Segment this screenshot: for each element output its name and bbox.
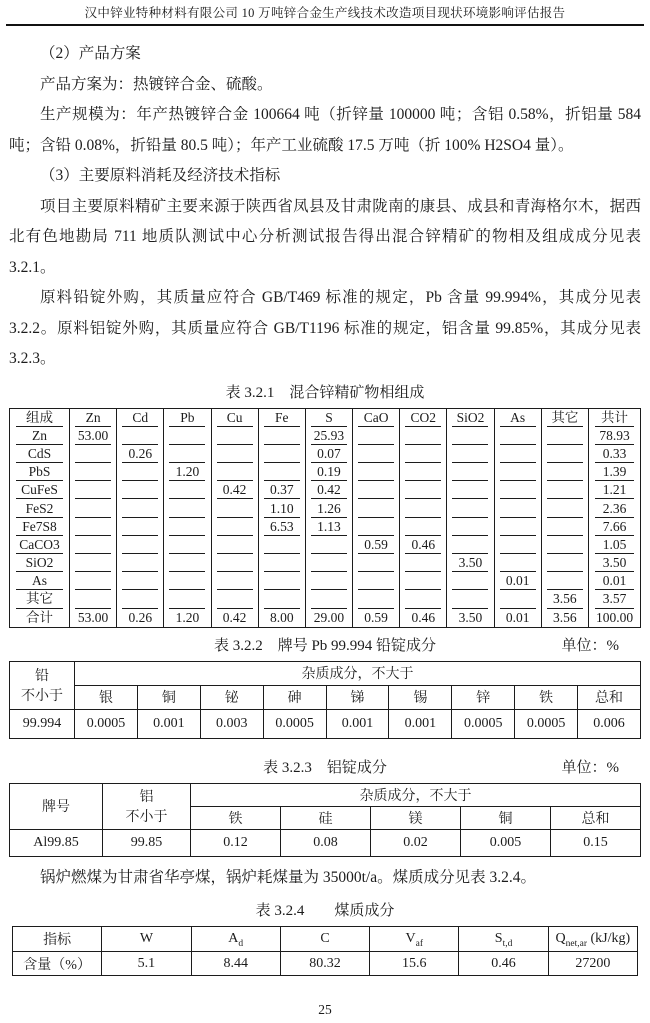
paragraph-scale: 生产规模为：年产热镀锌合金 100664 吨（折锌量 100000 吨；含铝 0.58%，折铝量 584 吨；含铅 0.08%，折铅量 80.5 吨）；年产工业硫酸 17.5 万吨（折 100% H2SO4 量）。 xyxy=(9,106,641,154)
table-cell xyxy=(494,518,541,536)
table-cell xyxy=(258,445,305,463)
table-row xyxy=(13,951,638,976)
table-cell: 铜 xyxy=(461,806,551,829)
table-cell: 0.26 xyxy=(117,609,164,628)
table-cell xyxy=(541,445,588,463)
table-cell: 砷 xyxy=(263,685,326,709)
table-cell: 80.32 xyxy=(280,951,369,976)
section-heading-materials: （3）主要原料消耗及经济技术指标 xyxy=(40,167,281,184)
table-cell: 0.003 xyxy=(200,709,263,738)
table-cell: CuFeS xyxy=(10,481,70,499)
table-cell: 0.0005 xyxy=(75,709,138,738)
table-cell xyxy=(400,463,447,481)
table-cell xyxy=(305,536,352,554)
table-cell: 2.36 xyxy=(589,499,641,517)
table-cell: 镁 xyxy=(371,806,461,829)
table-cell xyxy=(494,445,541,463)
table-cell: 硅 xyxy=(281,806,371,829)
table-row xyxy=(10,661,641,685)
table-cell xyxy=(400,481,447,499)
table-cell: 99.85 xyxy=(103,829,191,856)
table-cell xyxy=(258,554,305,572)
table-cell xyxy=(447,463,494,481)
section-heading-product-plan: （2）产品方案 xyxy=(40,45,141,62)
table-cell: FeS2 xyxy=(10,499,70,517)
table-cell: 0.42 xyxy=(211,481,258,499)
table-cell xyxy=(70,590,117,608)
paragraph-coal: 锅炉燃煤为甘肃省华亭煤，锅炉耗煤量为 35000t/a。煤质成分见表 3.2.4。 xyxy=(40,868,536,886)
table-cell: 0.07 xyxy=(305,445,352,463)
table-cell xyxy=(117,499,164,517)
table-cell: $A_d$ xyxy=(191,927,280,952)
table-cell: 5.1 xyxy=(102,951,191,976)
caption-text: 表 3.2.1 混合锌精矿物相组成 xyxy=(225,384,425,401)
table-cell: 0.33 xyxy=(589,445,641,463)
table-cell xyxy=(305,572,352,590)
table-cell xyxy=(447,572,494,590)
table-cell: 铁 xyxy=(515,685,578,709)
table-cell xyxy=(258,590,305,608)
table-cell: 0.15 xyxy=(551,829,641,856)
table-cell xyxy=(494,590,541,608)
table-cell xyxy=(117,572,164,590)
table-cell: Cd xyxy=(117,408,164,427)
table-cell: PbS xyxy=(10,463,70,481)
table-cell: S xyxy=(305,408,352,427)
table-cell xyxy=(70,499,117,517)
table-cell xyxy=(117,554,164,572)
table-cell xyxy=(211,499,258,517)
table-cell xyxy=(541,572,588,590)
table-cell xyxy=(211,554,258,572)
table-cell xyxy=(117,536,164,554)
table-cell: 3.50 xyxy=(447,554,494,572)
table-cell: 0.37 xyxy=(258,481,305,499)
table-cell xyxy=(211,518,258,536)
table-cell: 53.00 xyxy=(70,609,117,628)
table-cell: 7.66 xyxy=(589,518,641,536)
header-rule xyxy=(6,24,644,26)
table-cell xyxy=(164,572,211,590)
table-cell: 3.56 xyxy=(541,590,588,608)
table-cell: As xyxy=(10,572,70,590)
table-cell: Fe xyxy=(258,408,305,427)
table-cell xyxy=(541,499,588,517)
table-cell xyxy=(211,572,258,590)
table-cell xyxy=(541,481,588,499)
table-cell: 100.00 xyxy=(589,609,641,628)
table-cell: 杂质成分，不大于 xyxy=(75,661,641,685)
table-cell xyxy=(400,499,447,517)
table-cell: 0.59 xyxy=(353,536,400,554)
table-cell xyxy=(353,499,400,517)
table-cell: 0.46 xyxy=(400,536,447,554)
table-cell xyxy=(258,572,305,590)
table-cell xyxy=(117,518,164,536)
table-cell: 1.20 xyxy=(164,463,211,481)
table-cell: CaO xyxy=(353,408,400,427)
table-cell xyxy=(494,554,541,572)
table-cell: 0.46 xyxy=(400,609,447,628)
table-row xyxy=(10,572,641,590)
table-cell: 53.00 xyxy=(70,427,117,445)
table-cell: 银 xyxy=(75,685,138,709)
table-cell xyxy=(447,536,494,554)
table-row xyxy=(10,427,641,445)
table-cell: 共计 xyxy=(589,408,641,427)
table-cell: 0.005 xyxy=(461,829,551,856)
table-cell xyxy=(164,590,211,608)
table-cell: 0.01 xyxy=(494,609,541,628)
table-cell xyxy=(353,463,400,481)
table-cell: 0.01 xyxy=(494,572,541,590)
table-cell: 0.42 xyxy=(211,609,258,628)
table-cell: 铅 不小于 xyxy=(10,661,75,709)
table-cell xyxy=(353,518,400,536)
table-cell xyxy=(494,536,541,554)
caption-text: 表 3.2.2 牌号 Pb 99.994 铅锭成分 xyxy=(213,637,437,654)
table-cell: 指标 xyxy=(13,927,102,952)
table-cell: CdS xyxy=(10,445,70,463)
table-cell: 1.10 xyxy=(258,499,305,517)
table-cell: 组成 xyxy=(10,408,70,427)
table-cell: 铋 xyxy=(200,685,263,709)
table-cell xyxy=(541,463,588,481)
table-cell xyxy=(541,427,588,445)
table-row xyxy=(10,609,641,628)
table-cell: 总和 xyxy=(578,685,641,709)
table-cell xyxy=(541,518,588,536)
table-cell: 27200 xyxy=(548,951,637,976)
table-cell: 锑 xyxy=(326,685,389,709)
table-row xyxy=(10,536,641,554)
table-cell xyxy=(70,536,117,554)
unit-label: 单位：% xyxy=(561,637,619,654)
running-header-text: 汉中锌业特种材料有限公司 10 万吨锌合金生产线技术改造项目现状环境影响评估报告 xyxy=(84,6,566,20)
table-cell: 0.26 xyxy=(117,445,164,463)
table-cell xyxy=(494,499,541,517)
table-cell xyxy=(258,536,305,554)
table-cell xyxy=(70,463,117,481)
table-cell: 1.21 xyxy=(589,481,641,499)
table-cell xyxy=(211,445,258,463)
table-cell: 8.44 xyxy=(191,951,280,976)
table-cell xyxy=(164,554,211,572)
table-cell: 15.6 xyxy=(370,951,459,976)
table-cell: 其它 xyxy=(10,590,70,608)
table-cell: 0.0005 xyxy=(452,709,515,738)
table-cell: 3.57 xyxy=(589,590,641,608)
table-cell: CaCO3 xyxy=(10,536,70,554)
table-cell: 0.0005 xyxy=(515,709,578,738)
table-cell xyxy=(447,590,494,608)
aluminum-ingot-composition-table xyxy=(9,783,641,857)
table-cell: $V_{af}$ xyxy=(370,927,459,952)
paragraph-ore-source: 项目主要原料精矿主要来源于陕西省凤县及甘肃陇南的康县、成县和青海格尔木，据西北有色地勘局 711 地质队测试中心分析测试报告得出混合锌精矿的物相及组成成分见表 3.2.1。 xyxy=(9,197,641,276)
table-cell: Cu xyxy=(211,408,258,427)
table-cell: 0.01 xyxy=(589,572,641,590)
table-cell: $S_{t,d}$ xyxy=(459,927,548,952)
table-cell: 1.05 xyxy=(589,536,641,554)
table-cell xyxy=(400,572,447,590)
table-cell: 含量（%） xyxy=(13,951,102,976)
paragraph-ingots: 原料铅锭外购，其质量应符合 GB/T469 标准的规定，Pb 含量 99.994%，其成分见表 3.2.2。原料铝锭外购，其质量应符合 GB/T1196 标准的规定，铝含量 99.85%，其成分见表 3.2.3。 xyxy=(9,289,641,367)
table-cell: 29.00 xyxy=(305,609,352,628)
table-cell xyxy=(164,536,211,554)
table-cell xyxy=(447,427,494,445)
table-cell xyxy=(70,481,117,499)
table-cell: 总和 xyxy=(551,806,641,829)
table-cell: 99.994 xyxy=(10,709,75,738)
table-cell: 0.08 xyxy=(281,829,371,856)
table-cell: 3.56 xyxy=(541,609,588,628)
table-cell: 其它 xyxy=(541,408,588,427)
table-cell xyxy=(353,554,400,572)
table-cell: 锡 xyxy=(389,685,452,709)
table-row xyxy=(10,829,641,856)
table-cell: 1.39 xyxy=(589,463,641,481)
table-row xyxy=(13,927,638,952)
table-323-caption xyxy=(9,755,641,781)
table-cell xyxy=(400,427,447,445)
table-cell xyxy=(494,463,541,481)
table-row xyxy=(10,709,641,738)
table-cell: 0.12 xyxy=(191,829,281,856)
table-cell xyxy=(400,554,447,572)
table-cell xyxy=(541,554,588,572)
table-cell: SiO2 xyxy=(447,408,494,427)
table-cell: CO2 xyxy=(400,408,447,427)
table-row xyxy=(10,590,641,608)
phase-composition-table xyxy=(9,408,641,628)
table-cell xyxy=(117,463,164,481)
table-cell xyxy=(494,481,541,499)
table-cell xyxy=(164,481,211,499)
table-cell: 0.001 xyxy=(137,709,200,738)
table-cell: 1.13 xyxy=(305,518,352,536)
table-row xyxy=(10,463,641,481)
caption-text: 表 3.2.4 煤质成分 xyxy=(255,903,395,920)
table-cell: 0.006 xyxy=(578,709,641,738)
table-cell xyxy=(353,445,400,463)
coal-quality-table xyxy=(12,926,638,976)
table-cell xyxy=(447,445,494,463)
table-cell: 0.02 xyxy=(371,829,461,856)
table-row xyxy=(10,481,641,499)
table-row xyxy=(10,408,641,427)
table-cell xyxy=(164,518,211,536)
table-cell: 0.46 xyxy=(459,951,548,976)
table-row xyxy=(10,685,641,709)
table-cell xyxy=(447,481,494,499)
table-cell: 1.26 xyxy=(305,499,352,517)
table-cell: $Q_{net,ar}$ (kJ/kg) xyxy=(548,927,637,952)
table-cell xyxy=(117,590,164,608)
table-cell: 25.93 xyxy=(305,427,352,445)
table-cell: 0.001 xyxy=(326,709,389,738)
table-cell: 0.42 xyxy=(305,481,352,499)
table-row xyxy=(10,499,641,517)
table-cell: Fe7S8 xyxy=(10,518,70,536)
table-row xyxy=(10,518,641,536)
table-cell: 0.19 xyxy=(305,463,352,481)
table-cell xyxy=(353,427,400,445)
table-cell: SiO2 xyxy=(10,554,70,572)
table-cell xyxy=(70,518,117,536)
table-cell xyxy=(70,554,117,572)
table-row xyxy=(10,445,641,463)
lead-ingot-composition-table xyxy=(9,661,641,739)
table-cell xyxy=(70,572,117,590)
table-cell: Al99.85 xyxy=(10,829,103,856)
table-cell: 合计 xyxy=(10,609,70,628)
table-cell xyxy=(400,590,447,608)
table-cell xyxy=(541,536,588,554)
table-cell xyxy=(164,427,211,445)
table-cell xyxy=(447,518,494,536)
table-cell xyxy=(117,481,164,499)
table-cell: 铜 xyxy=(137,685,200,709)
table-cell: 0.59 xyxy=(353,609,400,628)
table-cell xyxy=(258,427,305,445)
table-cell: Zn xyxy=(70,408,117,427)
table-cell xyxy=(353,590,400,608)
table-cell xyxy=(164,445,211,463)
table-324-caption xyxy=(9,898,641,924)
table-cell: Pb xyxy=(164,408,211,427)
table-cell: 0.001 xyxy=(389,709,452,738)
table-cell: 锌 xyxy=(452,685,515,709)
table-cell: 0.0005 xyxy=(263,709,326,738)
table-row xyxy=(10,783,641,806)
table-cell xyxy=(353,572,400,590)
running-header xyxy=(9,0,641,26)
table-cell xyxy=(353,481,400,499)
table-cell xyxy=(70,445,117,463)
table-cell xyxy=(494,427,541,445)
caption-text: 表 3.2.3 铝锭成分 xyxy=(263,759,387,776)
table-cell: 3.50 xyxy=(447,609,494,628)
table-cell xyxy=(211,463,258,481)
table-cell: 杂质成分，不大于 xyxy=(191,783,641,806)
table-cell xyxy=(211,590,258,608)
table-cell: 8.00 xyxy=(258,609,305,628)
table-322-caption xyxy=(9,633,641,659)
table-cell: 牌号 xyxy=(10,783,103,829)
table-cell xyxy=(400,445,447,463)
table-cell xyxy=(211,427,258,445)
paragraph-product: 产品方案为：热镀锌合金、硫酸。 xyxy=(40,75,273,93)
page-number: 25 xyxy=(318,1002,332,1017)
table-cell: Zn xyxy=(10,427,70,445)
table-cell xyxy=(447,499,494,517)
table-cell: C xyxy=(280,927,369,952)
table-cell: 3.50 xyxy=(589,554,641,572)
table-cell: As xyxy=(494,408,541,427)
table-cell: 铝 不小于 xyxy=(103,783,191,829)
table-cell: 78.93 xyxy=(589,427,641,445)
table-cell xyxy=(164,499,211,517)
table-cell xyxy=(305,554,352,572)
unit-label: 单位：% xyxy=(561,759,619,776)
table-cell: 1.20 xyxy=(164,609,211,628)
table-cell: 6.53 xyxy=(258,518,305,536)
table-cell xyxy=(117,427,164,445)
table-cell xyxy=(211,536,258,554)
table-cell xyxy=(400,518,447,536)
table-321-caption xyxy=(9,380,641,406)
table-cell xyxy=(258,463,305,481)
table-cell: W xyxy=(102,927,191,952)
table-cell: 铁 xyxy=(191,806,281,829)
table-cell xyxy=(305,590,352,608)
table-row xyxy=(10,554,641,572)
